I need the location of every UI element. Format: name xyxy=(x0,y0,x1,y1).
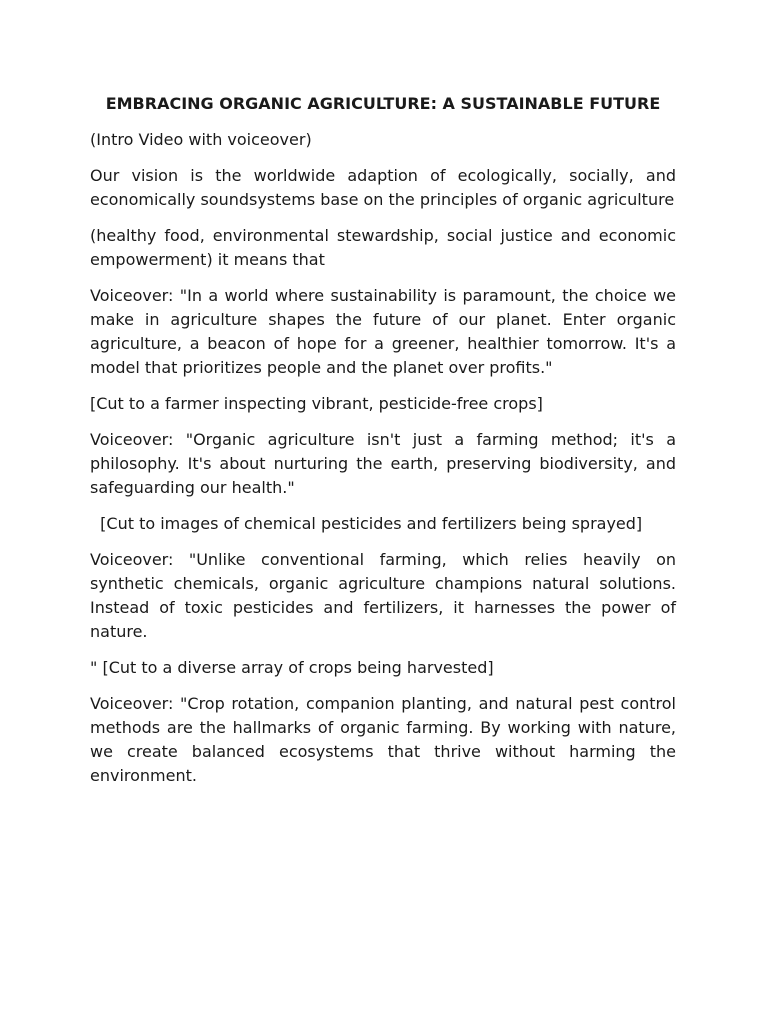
document-title: EMBRACING ORGANIC AGRICULTURE: A SUSTAINABLE FUTURE xyxy=(105,94,661,113)
paragraph-principles: (healthy food, environmental stewardship, social justice and economic empowerment) it means that xyxy=(90,226,676,269)
paragraph-cut-2: [Cut to images of chemical pesticides and fertilizers being sprayed] xyxy=(90,514,643,533)
paragraph-intro-note: (Intro Video with voiceover) xyxy=(90,130,312,149)
paragraph-vision: Our vision is the worldwide adaption of ecologically, socially, and economically soundsystems base on the principles of organic agriculture xyxy=(90,166,676,209)
paragraph-voiceover-3: Voiceover: "Unlike conventional farming, which relies heavily on synthetic chemicals, organic agriculture champions natural solutions. Instead of toxic pesticides and fertilizers, it harnesses the power of nature. xyxy=(90,550,676,641)
paragraph-voiceover-2: Voiceover: "Organic agriculture isn't just a farming method; it's a philosophy. It's about nurturing the earth, preserving biodiversity, and safeguarding our health." xyxy=(90,430,676,497)
paragraph-voiceover-1: Voiceover: "In a world where sustainability is paramount, the choice we make in agriculture shapes the future of our planet. Enter organic agriculture, a beacon of hope for a greener, healthier tomorrow. It's a model that prioritizes people and the planet over profits." xyxy=(90,286,676,377)
paragraph-cut-1: [Cut to a farmer inspecting vibrant, pesticide-free crops] xyxy=(90,394,543,413)
paragraph-voiceover-4: Voiceover: "Crop rotation, companion planting, and natural pest control methods are the hallmarks of organic farming. By working with nature, we create balanced ecosystems that thrive without harming the environment. xyxy=(90,694,676,785)
document-body xyxy=(90,92,676,800)
paragraph-cut-3: " [Cut to a diverse array of crops being harvested] xyxy=(90,658,494,677)
